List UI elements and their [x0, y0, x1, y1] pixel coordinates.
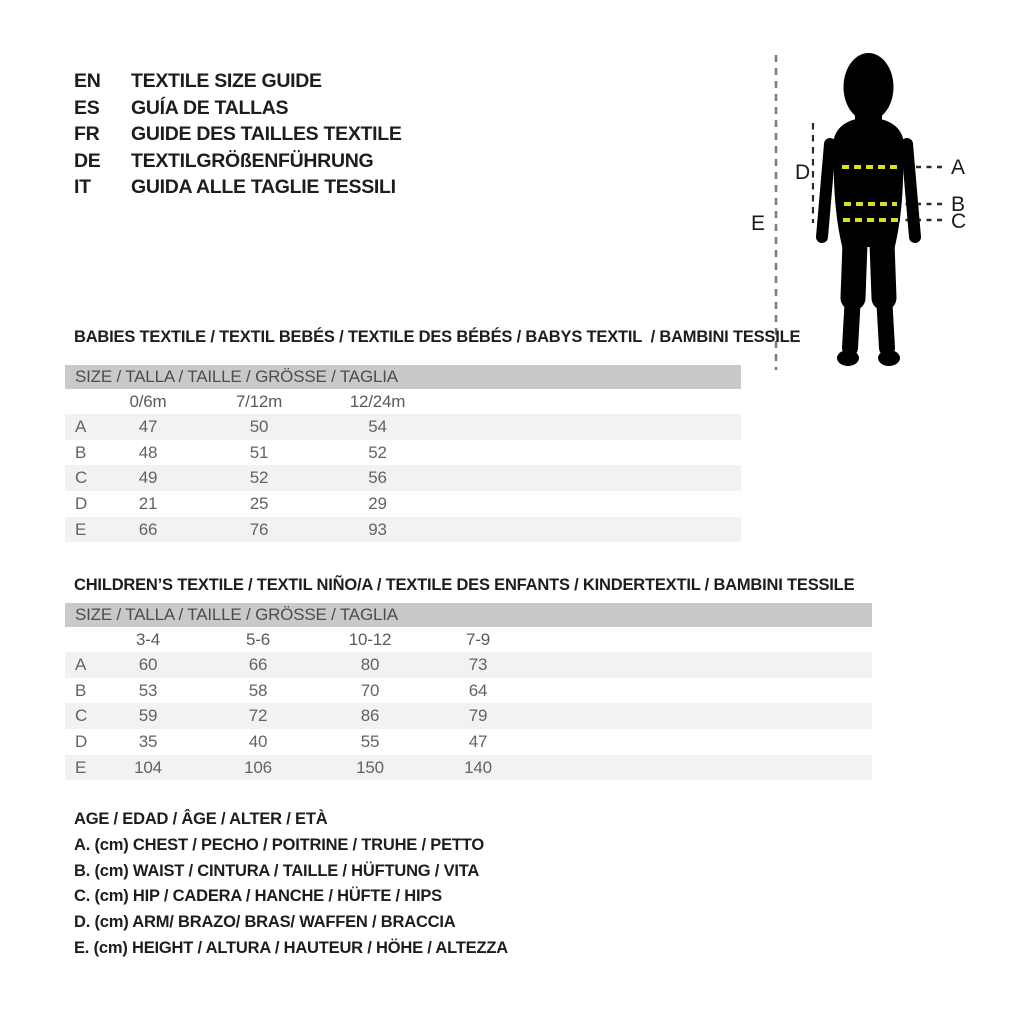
label-arm-d: D	[795, 161, 811, 184]
table-value-cell: 73	[468, 655, 488, 674]
babies-section-title: BABIES TEXTILE / TEXTIL BEBÉS / TEXTILE DES BÉBÉS / BABYS TEXTIL / BAMBINI TESSILE	[74, 328, 801, 346]
legend-line: A. (cm) CHEST / PECHO / POITRINE / TRUHE / PETTO	[74, 835, 484, 854]
column-header-cell: 3-4	[136, 630, 160, 649]
children-size-header-bar: SIZE / TALLA / TAILLE / GRÖSSE / TAGLIA	[65, 603, 872, 627]
legend-line: E. (cm) HEIGHT / ALTURA / HAUTEUR / HÖHE / ALTEZZA	[74, 938, 508, 957]
language-code: EN	[74, 70, 101, 92]
table-value-cell: 60	[138, 655, 158, 674]
label-hip-c: C	[951, 210, 967, 233]
language-guide-title: GUÍA DE TALLAS	[131, 96, 289, 119]
language-code: ES	[74, 96, 100, 119]
language-guide-title: GUIDA ALLE TAGLIE TESSILI	[131, 176, 396, 199]
table-column-header-row	[65, 627, 872, 652]
table-value-cell: 55	[360, 732, 380, 752]
table-value-cell: 66	[248, 655, 268, 674]
table-value-cell: 52	[368, 442, 387, 462]
column-header-cell: 5-6	[246, 630, 270, 649]
table-value-cell: 86	[360, 706, 380, 726]
children-section-title: CHILDREN’S TEXTILE / TEXTIL NIÑO/A / TEXTILE DES ENFANTS / KINDERTEXTIL / BAMBINI TESSILE	[74, 576, 855, 594]
legend-line: AGE / EDAD / ÂGE / ALTER / ETÀ	[74, 810, 328, 828]
table-column-header-row	[65, 389, 741, 414]
table-row	[65, 729, 872, 755]
table-value-cell: 70	[360, 680, 380, 700]
table-value-cell: 49	[138, 468, 158, 488]
table-value-cell: 51	[249, 442, 269, 462]
table-value-cell: 35	[138, 732, 158, 752]
label-height-e: E	[751, 212, 766, 235]
table-value-cell: 150	[356, 757, 384, 777]
table-row	[65, 517, 741, 543]
column-header-cell: 0/6m	[129, 392, 167, 411]
legend-line: D. (cm) ARM/ BRAZO/ BRAS/ WAFFEN / BRACCIA	[74, 913, 456, 932]
table-corner-cell	[65, 627, 93, 652]
column-header-cell: 7-9	[466, 630, 490, 649]
table-value-cell: 140	[464, 757, 492, 777]
table-value-cell: 47	[468, 732, 488, 752]
babies-size-header-bar: SIZE / TALLA / TAILLE / GRÖSSE / TAGLIA	[65, 365, 741, 389]
table-value-cell: 52	[249, 468, 269, 488]
column-header-cell: 12/24m	[349, 392, 406, 411]
label-chest-a: A	[951, 156, 966, 179]
table-value-cell: 106	[244, 757, 272, 777]
label-waist-b: B	[951, 193, 966, 216]
row-label-cell: C	[75, 706, 88, 726]
row-label-cell: E	[75, 519, 87, 539]
table-value-cell: 21	[138, 494, 158, 514]
language-code: IT	[74, 176, 91, 199]
column-header-cell: 10-12	[348, 630, 392, 649]
table-row	[65, 491, 741, 517]
table-row	[65, 755, 872, 781]
table-value-cell: 80	[360, 655, 380, 674]
table-row	[65, 678, 872, 704]
language-guide-title: GUIDE DES TAILLES TEXTILE	[131, 123, 402, 146]
legend-line: B. (cm) WAIST / CINTURA / TAILLE / HÜFTUNG / VITA	[74, 861, 480, 880]
table-value-cell: 47	[138, 417, 158, 436]
language-title-list	[74, 68, 402, 201]
language-row	[74, 148, 402, 175]
table-value-cell: 79	[468, 706, 488, 726]
table-value-cell: 48	[138, 442, 158, 462]
language-row	[74, 68, 402, 95]
table-value-cell: 53	[138, 680, 158, 700]
table-row	[65, 440, 741, 466]
table-value-cell: 59	[138, 706, 158, 726]
table-value-cell: 29	[368, 494, 387, 514]
row-label-cell: A	[75, 417, 87, 436]
table-corner-cell	[65, 389, 93, 414]
table-value-cell: 56	[368, 468, 387, 488]
language-code: DE	[74, 149, 101, 172]
table-row	[65, 652, 872, 678]
language-row	[74, 95, 402, 122]
table-value-cell: 50	[249, 417, 269, 436]
table-value-cell: 104	[134, 757, 162, 777]
language-row	[74, 174, 402, 201]
row-label-cell: B	[75, 680, 87, 700]
table-value-cell: 93	[368, 519, 387, 539]
babies-size-table	[65, 365, 741, 542]
table-value-cell: 54	[368, 417, 387, 436]
table-value-cell: 66	[138, 519, 158, 539]
table-value-cell: 40	[248, 732, 268, 752]
table-value-cell: 76	[249, 519, 269, 539]
table-value-cell: 58	[248, 680, 268, 700]
language-code: FR	[74, 123, 100, 146]
row-label-cell: B	[75, 442, 87, 462]
row-label-cell: D	[75, 732, 88, 752]
language-guide-title: TEXTILGRÖßENFÜHRUNG	[131, 149, 374, 172]
column-header-cell: 7/12m	[235, 392, 283, 411]
language-row	[74, 121, 402, 148]
children-size-table	[65, 603, 872, 780]
table-value-cell: 72	[248, 706, 268, 726]
row-label-cell: A	[75, 655, 87, 674]
row-label-cell: E	[75, 757, 87, 777]
row-label-cell: D	[75, 494, 88, 514]
table-row	[65, 703, 872, 729]
legend-line: C. (cm) HIP / CADERA / HANCHE / HÜFTE / HIPS	[74, 887, 442, 906]
child-silhouette	[822, 53, 915, 366]
table-row	[65, 414, 741, 440]
measurement-legend	[74, 807, 508, 962]
table-row	[65, 465, 741, 491]
row-label-cell: C	[75, 468, 88, 488]
table-value-cell: 25	[249, 494, 269, 514]
table-value-cell: 64	[468, 680, 488, 700]
language-guide-title: TEXTILE SIZE GUIDE	[131, 70, 322, 92]
